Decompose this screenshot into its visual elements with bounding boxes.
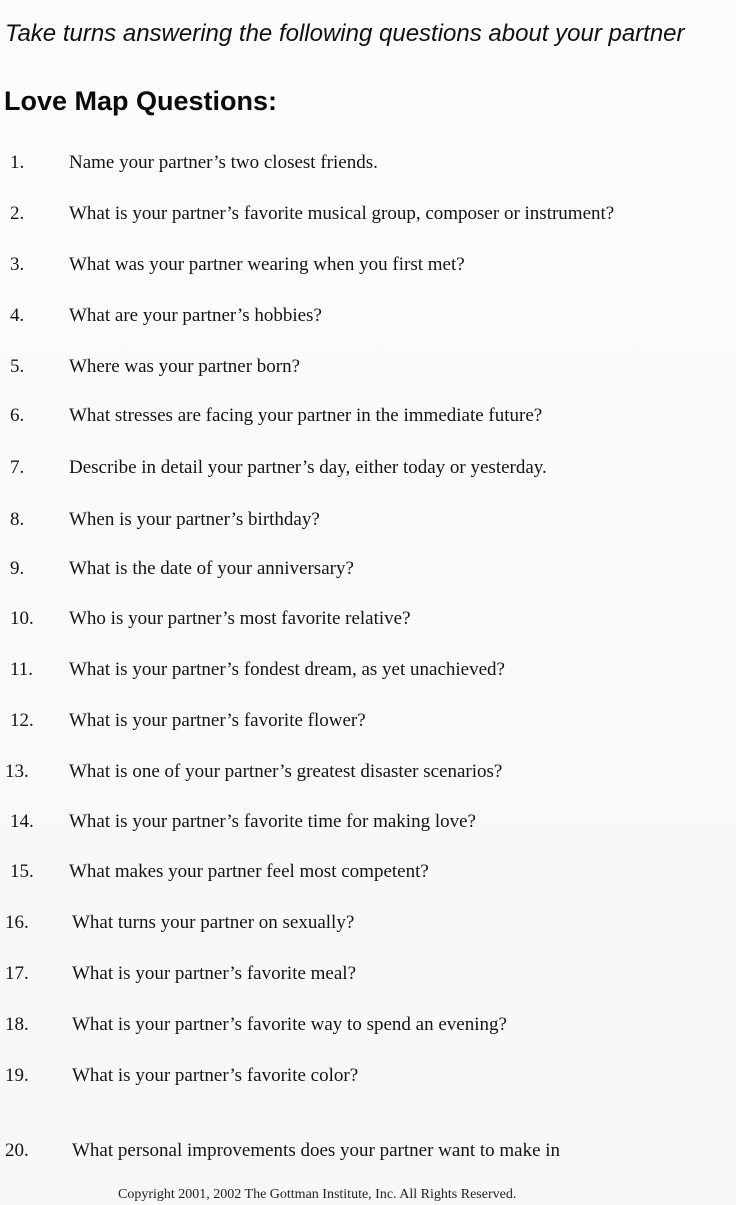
question-number: 1. xyxy=(10,152,25,173)
question-number: 10. xyxy=(10,608,34,629)
question-number: 11. xyxy=(10,659,34,680)
question-text: What turns your partner on sexually? xyxy=(72,912,355,933)
question-text: Name your partner’s two closest friends. xyxy=(69,152,378,173)
question-text: Describe in detail your partner’s day, either today or yesterday. xyxy=(69,457,547,478)
question-number: 15. xyxy=(10,861,34,882)
question-number: 20. xyxy=(5,1140,29,1161)
page-title: Love Map Questions: xyxy=(4,86,278,116)
question-number: 18. xyxy=(5,1014,29,1035)
question-number: 14. xyxy=(10,811,34,832)
question-text: Where was your partner born? xyxy=(69,356,301,377)
question-text: What is your partner’s favorite time for making love? xyxy=(69,811,476,832)
question-text: What was your partner wearing when you first met? xyxy=(69,254,465,275)
intro-line: Take turns answering the following questions about your partner xyxy=(5,20,685,47)
question-number: 19. xyxy=(5,1065,29,1086)
question-text: What is the date of your anniversary? xyxy=(69,558,354,579)
question-number: 9. xyxy=(10,558,25,579)
question-text: What is your partner’s favorite color? xyxy=(72,1065,359,1086)
question-text: What is your partner’s favorite meal? xyxy=(72,963,357,984)
question-number: 8. xyxy=(10,509,25,530)
question-text: What are your partner’s hobbies? xyxy=(69,305,322,326)
question-text: Who is your partner’s most favorite relative? xyxy=(69,608,411,629)
question-number: 3. xyxy=(10,254,25,275)
question-number: 6. xyxy=(10,405,25,426)
question-number: 16. xyxy=(5,912,29,933)
question-text: What is your partner’s favorite musical group, composer or instrument? xyxy=(69,203,615,224)
question-number: 7. xyxy=(10,457,25,478)
question-number: 13. xyxy=(5,761,29,782)
question-number: 2. xyxy=(10,203,25,224)
question-number: 4. xyxy=(10,305,25,326)
question-number: 17. xyxy=(5,963,29,984)
question-text: What is one of your partner’s greatest disaster scenarios? xyxy=(69,761,503,782)
question-text: What makes your partner feel most competent? xyxy=(69,861,429,882)
question-number: 12. xyxy=(10,710,34,731)
copyright-notice: Copyright 2001, 2002 The Gottman Institute, Inc. All Rights Reserved. xyxy=(118,1187,517,1202)
question-text: What personal improvements does your partner want to make in xyxy=(72,1140,561,1161)
question-text: What stresses are facing your partner in the immediate future? xyxy=(69,405,543,426)
question-text: When is your partner’s birthday? xyxy=(69,509,320,530)
question-text: What is your partner’s favorite flower? xyxy=(69,710,366,731)
question-text: What is your partner’s favorite way to spend an evening? xyxy=(72,1014,507,1035)
question-number: 5. xyxy=(10,356,25,377)
question-text: What is your partner’s fondest dream, as yet unachieved? xyxy=(69,659,505,680)
